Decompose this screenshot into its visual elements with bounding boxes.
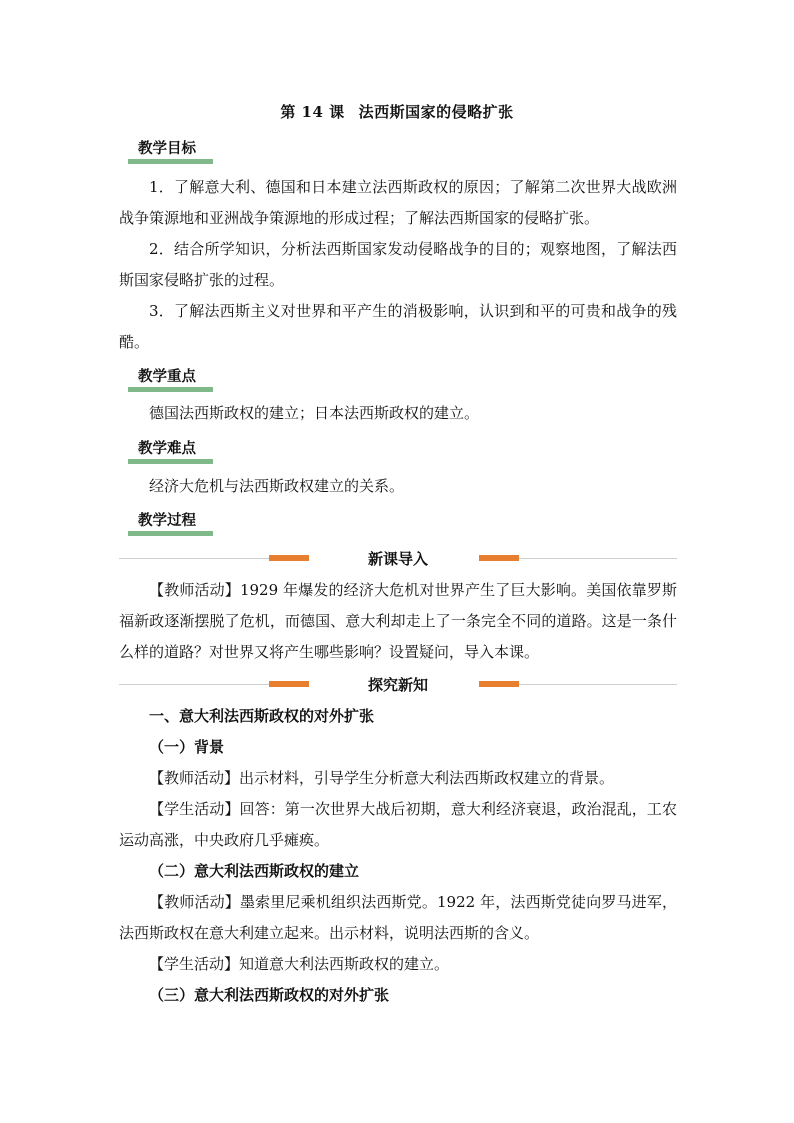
- section-heading: 教学重点: [138, 368, 196, 385]
- goal-item-2: 2．结合所学知识，分析法西斯国家发动侵略战争的目的；观察地图，了解法西斯国家侵略扩张的过程。: [119, 240, 677, 289]
- key-points-text: 德国法西斯政权的建立；日本法西斯政权的建立。: [149, 404, 480, 422]
- part1-title: 一、意大利法西斯政权的对外扩张: [149, 707, 375, 725]
- sub1-student-text: 【学生活动】回答：第一次世界大战后初期，意大利经济衰退，政治混乱，工农运动高涨，中央政府几乎瘫痪。: [119, 800, 677, 849]
- lesson-number: 第 14 课: [280, 103, 345, 121]
- sub2-student-text: 【学生活动】知道意大利法西斯政权的建立。: [149, 955, 450, 973]
- sub3-title: （三）意大利法西斯政权的对外扩张: [149, 986, 390, 1004]
- section-tag-process: [128, 512, 213, 536]
- section-tag-difficulties: [128, 440, 213, 464]
- divider-accent-right: [479, 555, 519, 561]
- page-title: [0, 101, 794, 122]
- tag-underline: [128, 459, 213, 464]
- divider-rule: [519, 558, 677, 559]
- section-heading: 教学过程: [138, 512, 196, 529]
- lesson-name: 法西斯国家的侵略扩张: [358, 103, 514, 121]
- sub2-teacher-text: 【教师活动】墨索里尼乘机组织法西斯党。1922 年，法西斯党徒向罗马进军，法西斯政权在意大利建立起来。出示材料，说明法西斯的含义。: [119, 893, 677, 942]
- divider-label: 探究新知: [367, 676, 428, 694]
- sub2-title: （二）意大利法西斯政权的建立: [149, 862, 360, 880]
- tag-underline: [128, 387, 213, 392]
- divider-rule: [519, 684, 677, 685]
- section-heading: 教学目标: [138, 140, 196, 157]
- tag-underline: [128, 159, 213, 164]
- section-heading: 教学难点: [138, 440, 196, 457]
- sub1-title: （一）背景: [149, 738, 225, 756]
- goal-item-3: 3．了解法西斯主义对世界和平产生的消极影响，认识到和平的可贵和战争的残酷。: [119, 302, 677, 351]
- divider-label: 新课导入: [367, 550, 428, 568]
- section-tag-goals: [128, 140, 213, 164]
- tag-underline: [128, 531, 213, 536]
- divider-explore: [119, 675, 677, 695]
- divider-accent-right: [479, 681, 519, 687]
- intro-text: 【教师活动】1929 年爆发的经济大危机对世界产生了巨大影响。美国依靠罗斯福新政逐渐摆脱了危机，而德国、意大利却走上了一条完全不同的道路。这是一条什么样的道路？对世界又将产生哪些影响？设置疑问，导入本课。: [119, 581, 677, 661]
- section-tag-key-points: [128, 368, 213, 392]
- difficulties-text: 经济大危机与法西斯政权建立的关系。: [149, 477, 405, 495]
- divider-intro: [119, 549, 677, 569]
- sub1-teacher-text: 【教师活动】出示材料，引导学生分析意大利法西斯政权建立的背景。: [149, 769, 615, 787]
- goal-item-1: 1．了解意大利、德国和日本建立法西斯政权的原因；了解第二次世界大战欧洲战争策源地和亚洲战争策源地的形成过程；了解法西斯国家的侵略扩张。: [119, 178, 677, 227]
